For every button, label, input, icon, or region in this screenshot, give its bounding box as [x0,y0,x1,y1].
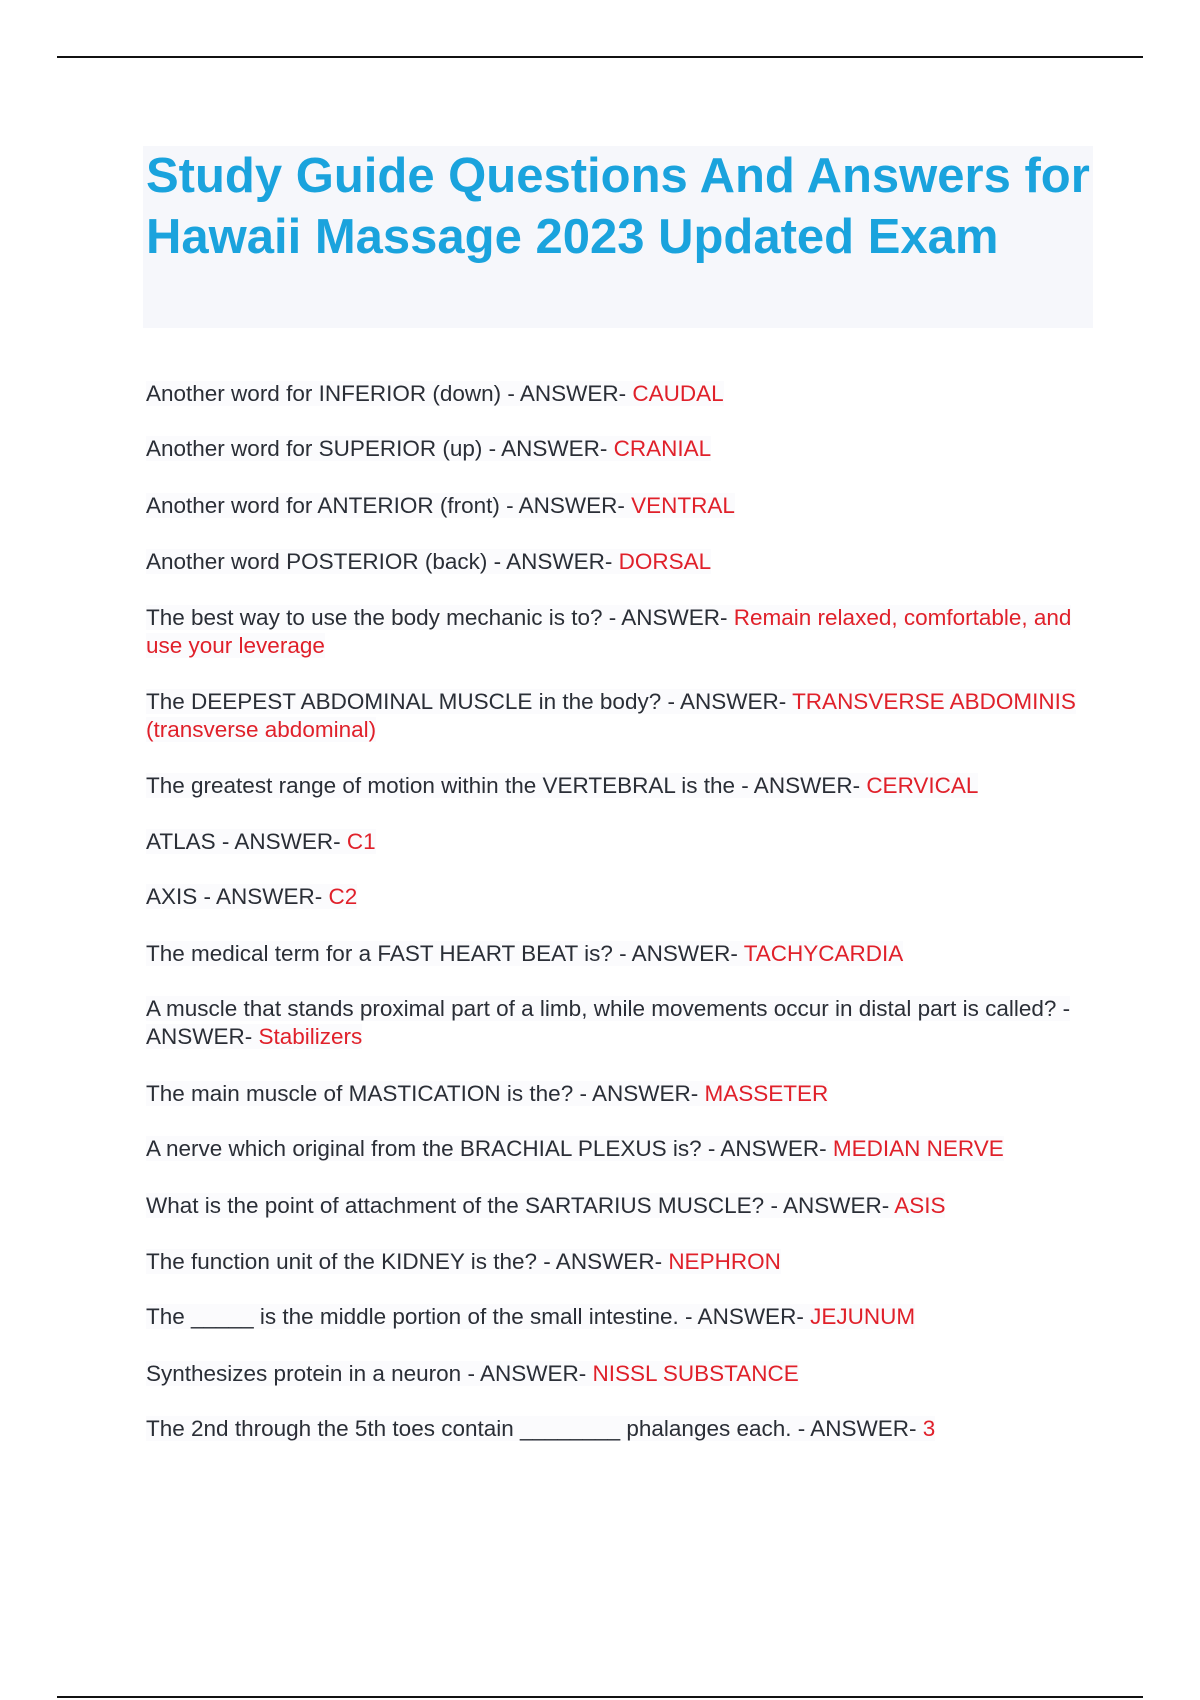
qa-item [146,435,1086,463]
qa-item [146,1080,1086,1108]
question-text: The function unit of the KIDNEY is the? - ANSWER- [146,1249,669,1274]
qa-item [146,1303,1086,1331]
question-text: Synthesizes protein in a neuron - ANSWER- [146,1361,593,1386]
page-title: Study Guide Questions And Answers for Hawaii Massage 2023 Updated Exam [146,149,1090,264]
question-text: What is the point of attachment of the SARTARIUS MUSCLE? - ANSWER- [146,1193,895,1218]
answer-text: CRANIAL [613,436,712,461]
qa-item [146,940,1086,968]
question-text: Another word for SUPERIOR (up) - ANSWER- [146,436,614,461]
bottom-rule [57,1696,1143,1698]
qa-item [146,1135,1086,1163]
answer-text: JEJUNUM [810,1304,916,1329]
question-text: ATLAS - ANSWER- [146,829,347,854]
qa-item [146,492,1086,520]
answer-text: MEDIAN NERVE [832,1136,1004,1161]
question-text: The main muscle of MASTICATION is the? - ANSWER- [146,1081,705,1106]
question-text: Another word for ANTERIOR (front) - ANSWER- [146,493,632,518]
qa-item [146,1192,1086,1220]
qa-item [146,688,1086,743]
qa-item [146,604,1086,659]
question-text: A muscle that stands proximal part of a limb, while movements occur in distal part is called? - ANSWER- [146,996,1071,1049]
answer-text: VENTRAL [631,493,735,518]
qa-item [146,828,1086,856]
qa-item [146,1360,1086,1388]
answer-text: C1 [346,829,376,854]
qa-item [146,995,1086,1050]
answer-text: 3 [922,1416,936,1441]
answer-text: CAUDAL [632,381,724,406]
answer-text: NEPHRON [668,1249,781,1274]
question-text: The best way to use the body mechanic is to? - ANSWER- [146,605,734,630]
answer-text: NISSL SUBSTANCE [592,1361,799,1386]
qa-item [146,1415,1086,1443]
answer-text: CERVICAL [866,773,979,798]
qa-item [146,883,1086,911]
top-rule [57,56,1143,58]
answer-text: DORSAL [618,549,712,574]
question-text: Another word for INFERIOR (down) - ANSWER- [146,381,633,406]
answer-text: TACHYCARDIA [743,941,904,966]
qa-item [146,548,1086,576]
answer-text: Remain relaxed, comfortable, and use your leverage [146,605,1072,658]
answer-text: Stabilizers [258,1023,363,1049]
question-text: The _____ is the middle portion of the small intestine. - ANSWER- [146,1304,811,1329]
question-text: A nerve which original from the BRACHIAL PLEXUS is? - ANSWER- [146,1136,833,1161]
question-text: The medical term for a FAST HEART BEAT is? - ANSWER- [146,941,744,966]
answer-text: MASSETER [704,1081,829,1106]
answer-text: C2 [328,884,358,909]
answer-text: ASIS [894,1193,946,1218]
question-text: Another word POSTERIOR (back) - ANSWER- [146,549,619,574]
question-text: AXIS - ANSWER- [146,884,329,909]
answer-text: TRANSVERSE ABDOMINIS (transverse abdominal) [146,689,1076,742]
qa-item [146,772,1086,800]
question-text: The greatest range of motion within the VERTEBRAL is the - ANSWER- [146,773,867,798]
question-text: The DEEPEST ABDOMINAL MUSCLE in the body? - ANSWER- [146,689,793,714]
question-text: The 2nd through the 5th toes contain ________ phalanges each. - ANSWER- [146,1416,923,1441]
qa-item [146,380,1086,408]
qa-item [146,1248,1086,1276]
